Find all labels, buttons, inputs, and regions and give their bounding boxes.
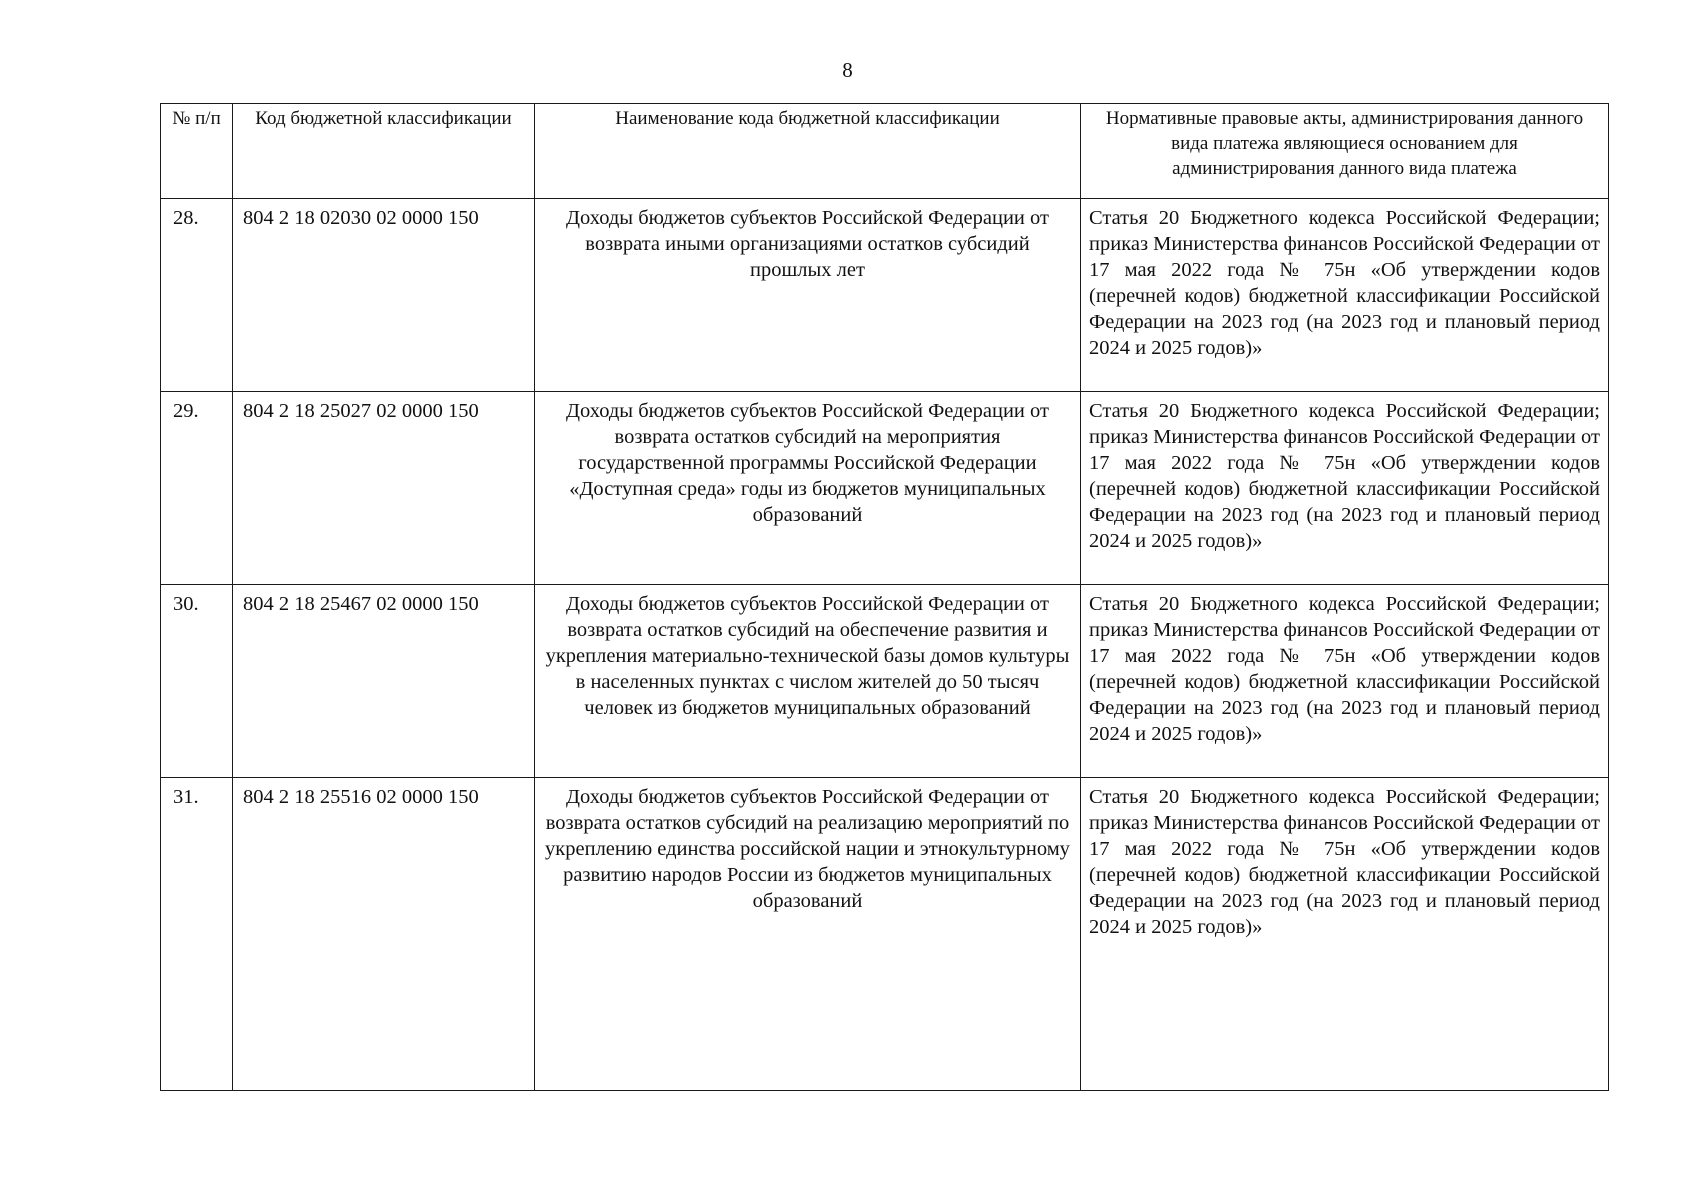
row-code: 804 2 18 25027 02 0000 150: [233, 392, 535, 585]
row-acts: Статья 20 Бюджетного кодекса Российской Федерации; приказ Министерства финансов Российской Федерации от 17 мая 2022 года № 75н «Об утверждении кодов (перечней кодов) бюджетной классификации Российской Федерации на 2023 год (на 2023 год и плановый период 2024 и 2025 годов)»: [1081, 585, 1609, 778]
row-number: 28.: [161, 199, 233, 392]
budget-codes-table: [160, 103, 1609, 1091]
row-acts: Статья 20 Бюджетного кодекса Российской Федерации; приказ Министерства финансов Российской Федерации от 17 мая 2022 года № 75н «Об утверждении кодов (перечней кодов) бюджетной классификации Российской Федерации на 2023 год (на 2023 год и плановый период 2024 и 2025 годов)»: [1081, 392, 1609, 585]
row-acts: Статья 20 Бюджетного кодекса Российской Федерации; приказ Министерства финансов Российской Федерации от 17 мая 2022 года № 75н «Об утверждении кодов (перечней кодов) бюджетной классификации Российской Федерации на 2023 год (на 2023 год и плановый период 2024 и 2025 годов)»: [1081, 778, 1609, 1091]
row-number: 29.: [161, 392, 233, 585]
table-header-row: [161, 104, 1609, 199]
row-code: 804 2 18 25516 02 0000 150: [233, 778, 535, 1091]
header-acts: Нормативные правовые акты, администрирования данного вида платежа являющиеся основанием для администрирования данного вида платежа: [1081, 104, 1609, 199]
header-num: № п/п: [161, 104, 233, 199]
header-name: Наименование кода бюджетной классификации: [535, 104, 1081, 199]
row-number: 31.: [161, 778, 233, 1091]
row-number: 30.: [161, 585, 233, 778]
row-acts: Статья 20 Бюджетного кодекса Российской Федерации; приказ Министерства финансов Российской Федерации от 17 мая 2022 года № 75н «Об утверждении кодов (перечней кодов) бюджетной классификации Российской Федерации на 2023 год (на 2023 год и плановый период 2024 и 2025 годов)»: [1081, 199, 1609, 392]
page-number: 8: [842, 58, 853, 82]
row-code: 804 2 18 25467 02 0000 150: [233, 585, 535, 778]
row-name: Доходы бюджетов субъектов Российской Федерации от возврата иными организациями остатков субсидий прошлых лет: [535, 199, 1081, 392]
row-code: 804 2 18 02030 02 0000 150: [233, 199, 535, 392]
table-row: [161, 392, 1609, 585]
row-name: Доходы бюджетов субъектов Российской Федерации от возврата остатков субсидий на реализацию мероприятий по укреплению единства российской нации и этнокультурному развитию народов России из бюджетов муниципальных образований: [535, 778, 1081, 1091]
table-row: [161, 585, 1609, 778]
header-code: Код бюджетной классификации: [233, 104, 535, 199]
table-row: [161, 778, 1609, 1091]
row-name: Доходы бюджетов субъектов Российской Федерации от возврата остатков субсидий на мероприятия государственной программы Российской Федерации «Доступная среда» годы из бюджетов муниципальных образований: [535, 392, 1081, 585]
row-name: Доходы бюджетов субъектов Российской Федерации от возврата остатков субсидий на обеспечение развития и укрепления материально-технической базы домов культуры в населенных пунктах с числом жителей до 50 тысяч человек из бюджетов муниципальных образований: [535, 585, 1081, 778]
table-row: [161, 199, 1609, 392]
